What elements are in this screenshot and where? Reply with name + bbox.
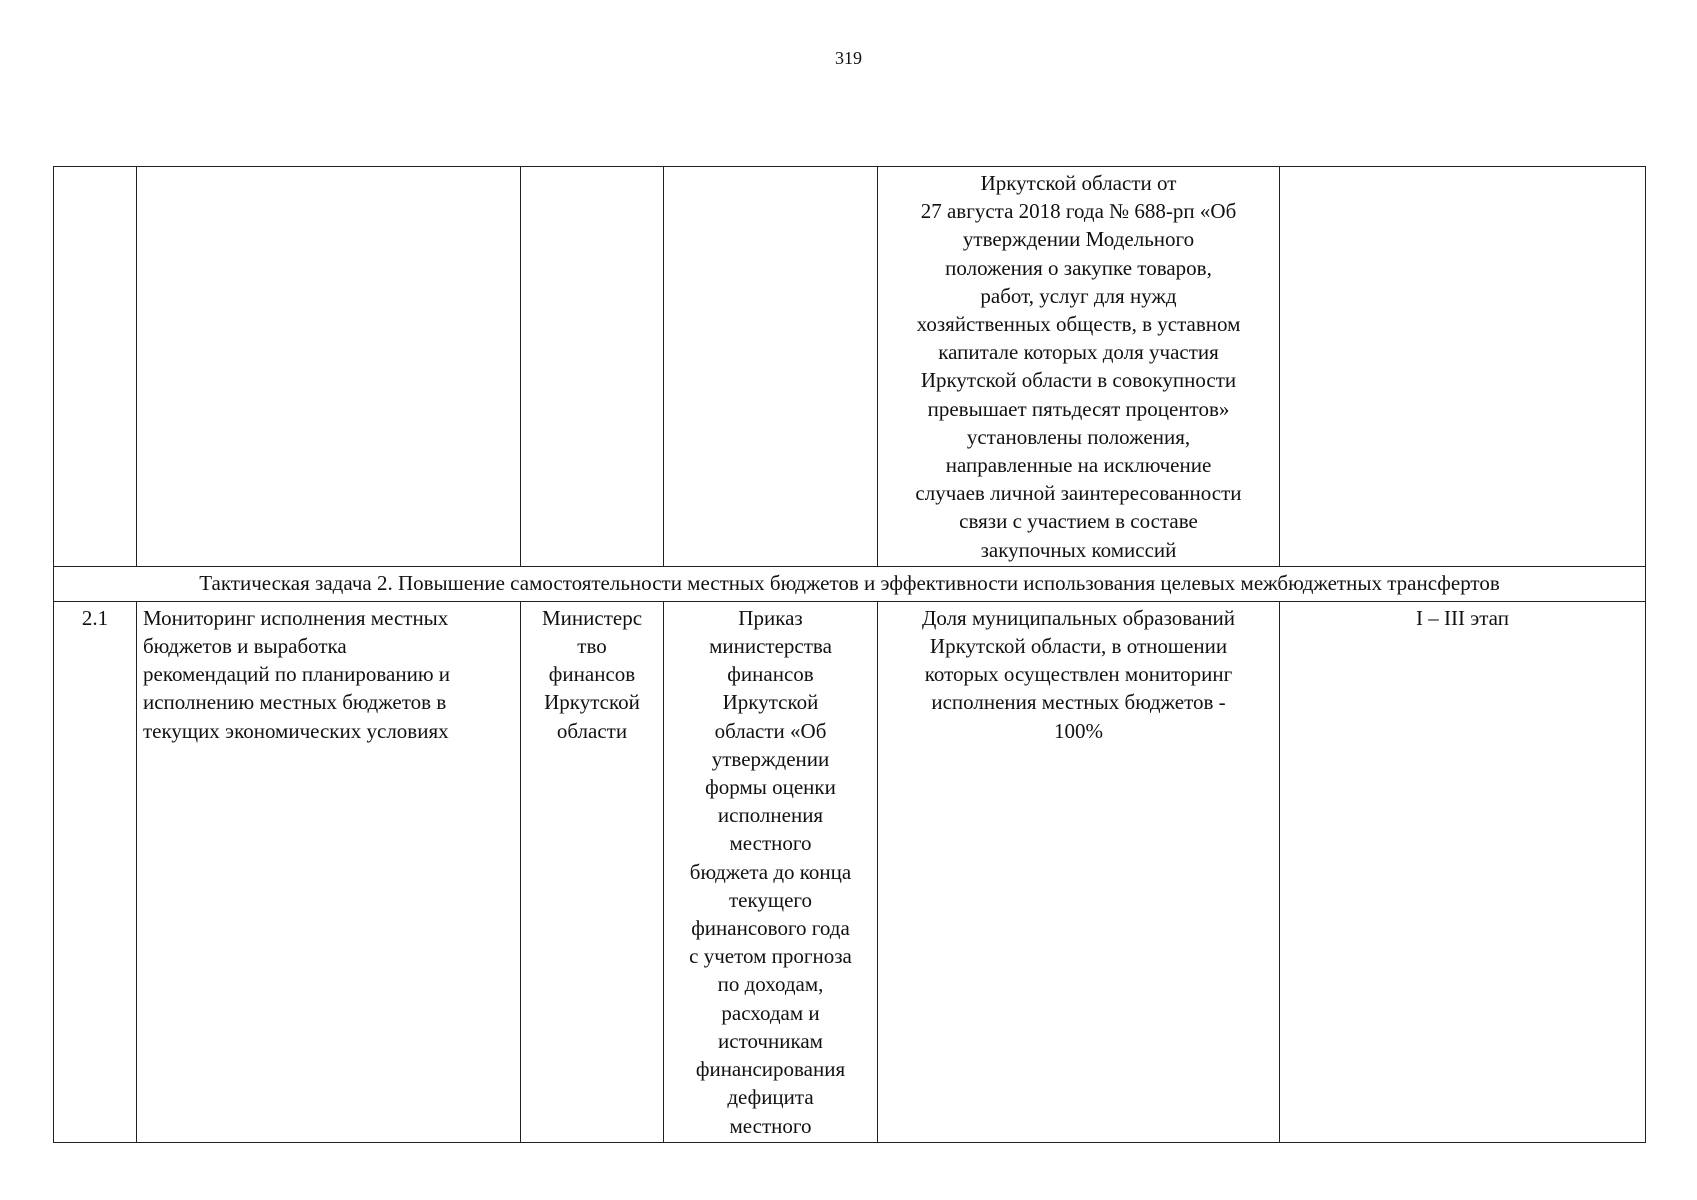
document-line: расходам и [721,1000,820,1025]
result-line: закупочных комиссий [980,537,1177,562]
cell-number [54,167,137,567]
table-row [54,601,1646,1142]
result-line: исполнения местных бюджетов - [931,690,1226,715]
result-line: связи с участием в составе [959,509,1198,534]
measure-name-line: Мониторинг исполнения местных [143,605,449,630]
executor-line: тво [577,634,607,659]
cell-executor [521,601,664,1142]
measure-name-line: текущих экономических условиях [143,718,449,743]
executor-line: Министерс [541,605,643,630]
executor-line: Иркутской [544,690,640,715]
cell-number: 2.1 [54,601,137,1142]
result-line: положения о закупке товаров, [945,255,1212,280]
executor-line: финансов [548,662,636,687]
measures-table [53,166,1646,1143]
document-line: местного [729,831,812,856]
tactical-task-heading: Тактическая задача 2. Повышение самостоятельности местных бюджетов и эффективности использования целевых межбюджетных трансфертов [54,566,1646,601]
document-line: финансирования [695,1057,846,1082]
executor-line: области [556,718,628,743]
result-line: утверждении Модельного [962,227,1195,252]
tactical-task-row [54,566,1646,601]
result-line: хозяйственных обществ, в уставном [916,312,1241,337]
document-line: финансового года [691,916,850,941]
result-line: направленные на исключение [945,453,1212,478]
cell-measure-name [137,167,521,567]
document-line: министерства [709,634,832,659]
cell-executor [521,167,664,567]
result-line: случаев личной заинтересованности [915,481,1242,506]
document-line: дефицита [727,1085,814,1110]
document-line: местного [729,1113,812,1138]
result-line: работ, услуг для нужд [980,283,1177,308]
document-line: финансов [727,662,814,687]
result-line: которых осуществлен мониторинг [924,662,1233,687]
result-line: 100% [1054,718,1103,743]
result-line: установлены положения, [966,424,1191,449]
cell-measure-name [137,601,521,1142]
document-line: текущего [729,887,812,912]
document-line: Иркутской [722,690,819,715]
page-number: 319 [835,48,862,68]
document-line: области «Об [714,718,827,743]
cell-document [664,601,878,1142]
result-line: Иркутской области, в отношении [929,634,1228,659]
measure-name-line: бюджетов и выработка [143,634,347,659]
document-line: формы оценки [705,775,836,800]
result-line: капитале которых доля участия [938,340,1219,365]
cell-document [664,167,878,567]
result-line: Иркутской области от [980,171,1177,195]
cell-stage [1280,167,1646,567]
document-line: утверждении [711,746,830,771]
table-row [54,167,1646,567]
cell-result [878,601,1280,1142]
document-line: по доходам, [717,972,824,997]
cell-result [878,167,1280,567]
result-line: Иркутской области в совокупности [920,368,1237,393]
cell-stage: I – III этап [1280,601,1646,1142]
document-line: исполнения [717,803,824,828]
document-line: бюджета до конца [689,859,852,884]
measure-name-line: исполнению местных бюджетов в [143,690,447,715]
result-line: Доля муниципальных образований [922,605,1235,630]
result-line: 27 августа 2018 года № 688-рп «Об [920,199,1237,224]
document-line: с учетом прогноза [689,944,852,969]
result-line: превышает пятьдесят процентов» [927,396,1230,421]
document-line: источникам [718,1028,823,1053]
document-line: Приказ [738,605,803,630]
measure-name-line: рекомендаций по планированию и [143,662,450,687]
